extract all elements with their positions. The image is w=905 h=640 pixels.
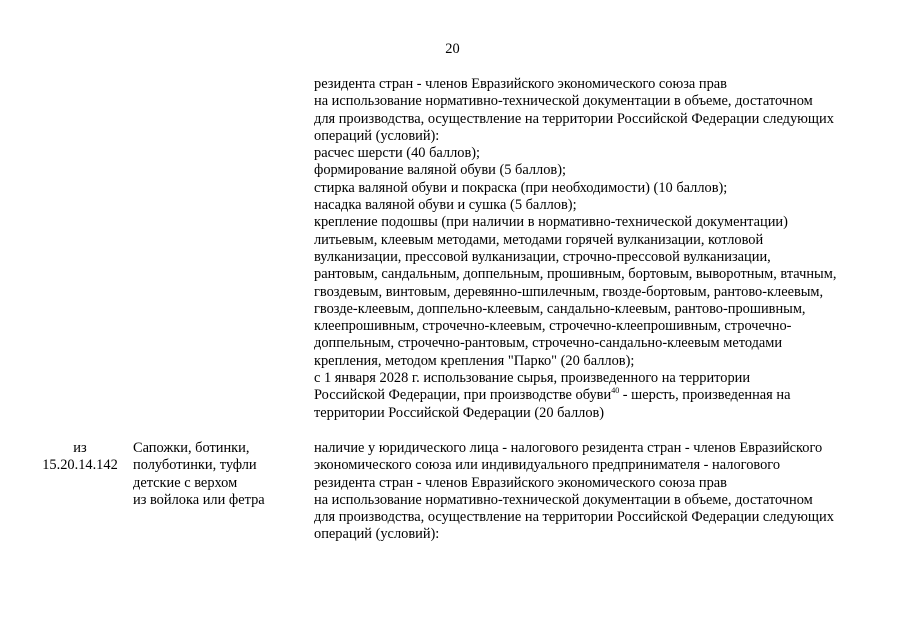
text-line: наличие у юридического лица - налогового резидента стран - членов Евразийского — [314, 440, 823, 456]
text-line: крепление подошвы (при наличии в нормативно-технической документации) — [314, 214, 788, 231]
continuation-text — [314, 76, 884, 422]
text-line: насадка валяной обуви и сушка (5 баллов); — [314, 197, 577, 214]
product-name-line: детские с верхом — [133, 474, 238, 491]
text-line: для производства, осуществление на территории Российской Федерации следующих — [314, 509, 834, 526]
text-line: гвоздe-клеевым, доппельно-клеевым, сандально-клеевым, рантово-прошивным, — [314, 300, 806, 317]
text-line: с 1 января 2028 г. использование сырья, произведенного на территории — [314, 370, 751, 387]
requirements-cell — [314, 440, 884, 544]
text-line: резидента стран - членов Евразийского экономического союза прав — [314, 76, 727, 92]
text-segment: - шерсть, произведенная на — [619, 387, 791, 404]
product-name-cell — [133, 440, 303, 509]
text-line: крепления, методом крепления "Парко" (20 баллов); — [314, 352, 635, 369]
text-line: операций (условий): — [314, 526, 440, 543]
text-line: территории Российской Федерации (20 баллов) — [314, 404, 605, 421]
product-name-line: Сапожки, ботинки, — [133, 440, 250, 456]
footnote-reference: 40 — [611, 386, 620, 396]
text-line: стирка валяной обуви и покраска (при необходимости) (10 баллов); — [314, 179, 728, 196]
text-line: клеепрошивным, строчечно-клеевым, строчечно-клеепрошивным, строчечно- — [314, 318, 792, 335]
text-line: формирование валяной обуви (5 баллов); — [314, 162, 567, 179]
product-name-line: полуботинки, туфли — [133, 457, 257, 474]
text-line: расчес шерсти (40 баллов); — [314, 145, 481, 162]
text-line: операций (условий): — [314, 127, 440, 144]
page-number: 20 — [445, 41, 460, 57]
text-line: для производства, осуществление на территории Российской Федерации следующих — [314, 110, 834, 127]
text-line-with-footnote — [314, 387, 884, 404]
text-line: вулканизации, прессовой вулканизации, строчно-прессовой вулканизации, — [314, 248, 771, 265]
text-line: экономического союза или индивидуального предпринимателя - налогового — [314, 457, 781, 474]
text-line: резидента стран - членов Евразийского экономического союза прав — [314, 474, 727, 491]
text-line: доппельным, строчечно-рантовым, строчечно-сандально-клеевым методами — [314, 335, 783, 352]
text-line: на использование нормативно-технической документации в объеме, достаточном — [314, 93, 813, 110]
text-line: литьевым, клеевым методами, методами горячей вулканизации, котловой — [314, 231, 764, 248]
text-line: рантовым, сандальным, доппельным, прошивным, бортовым, выворотным, втачным, — [314, 266, 837, 283]
text-line: на использование нормативно-технической документации в объеме, достаточном — [314, 491, 813, 508]
code-prefix: из — [73, 440, 87, 456]
text-segment: Российской Федерации, при производстве обуви — [314, 387, 612, 404]
product-name-line: из войлока или фетра — [133, 491, 265, 508]
text-line: гвоздевым, винтовым, деревянно-шпилечным, гвоздe-бортовым, рантово-клеевым, — [314, 283, 824, 300]
product-code-cell — [30, 440, 130, 475]
product-code: 15.20.14.142 — [42, 457, 118, 474]
